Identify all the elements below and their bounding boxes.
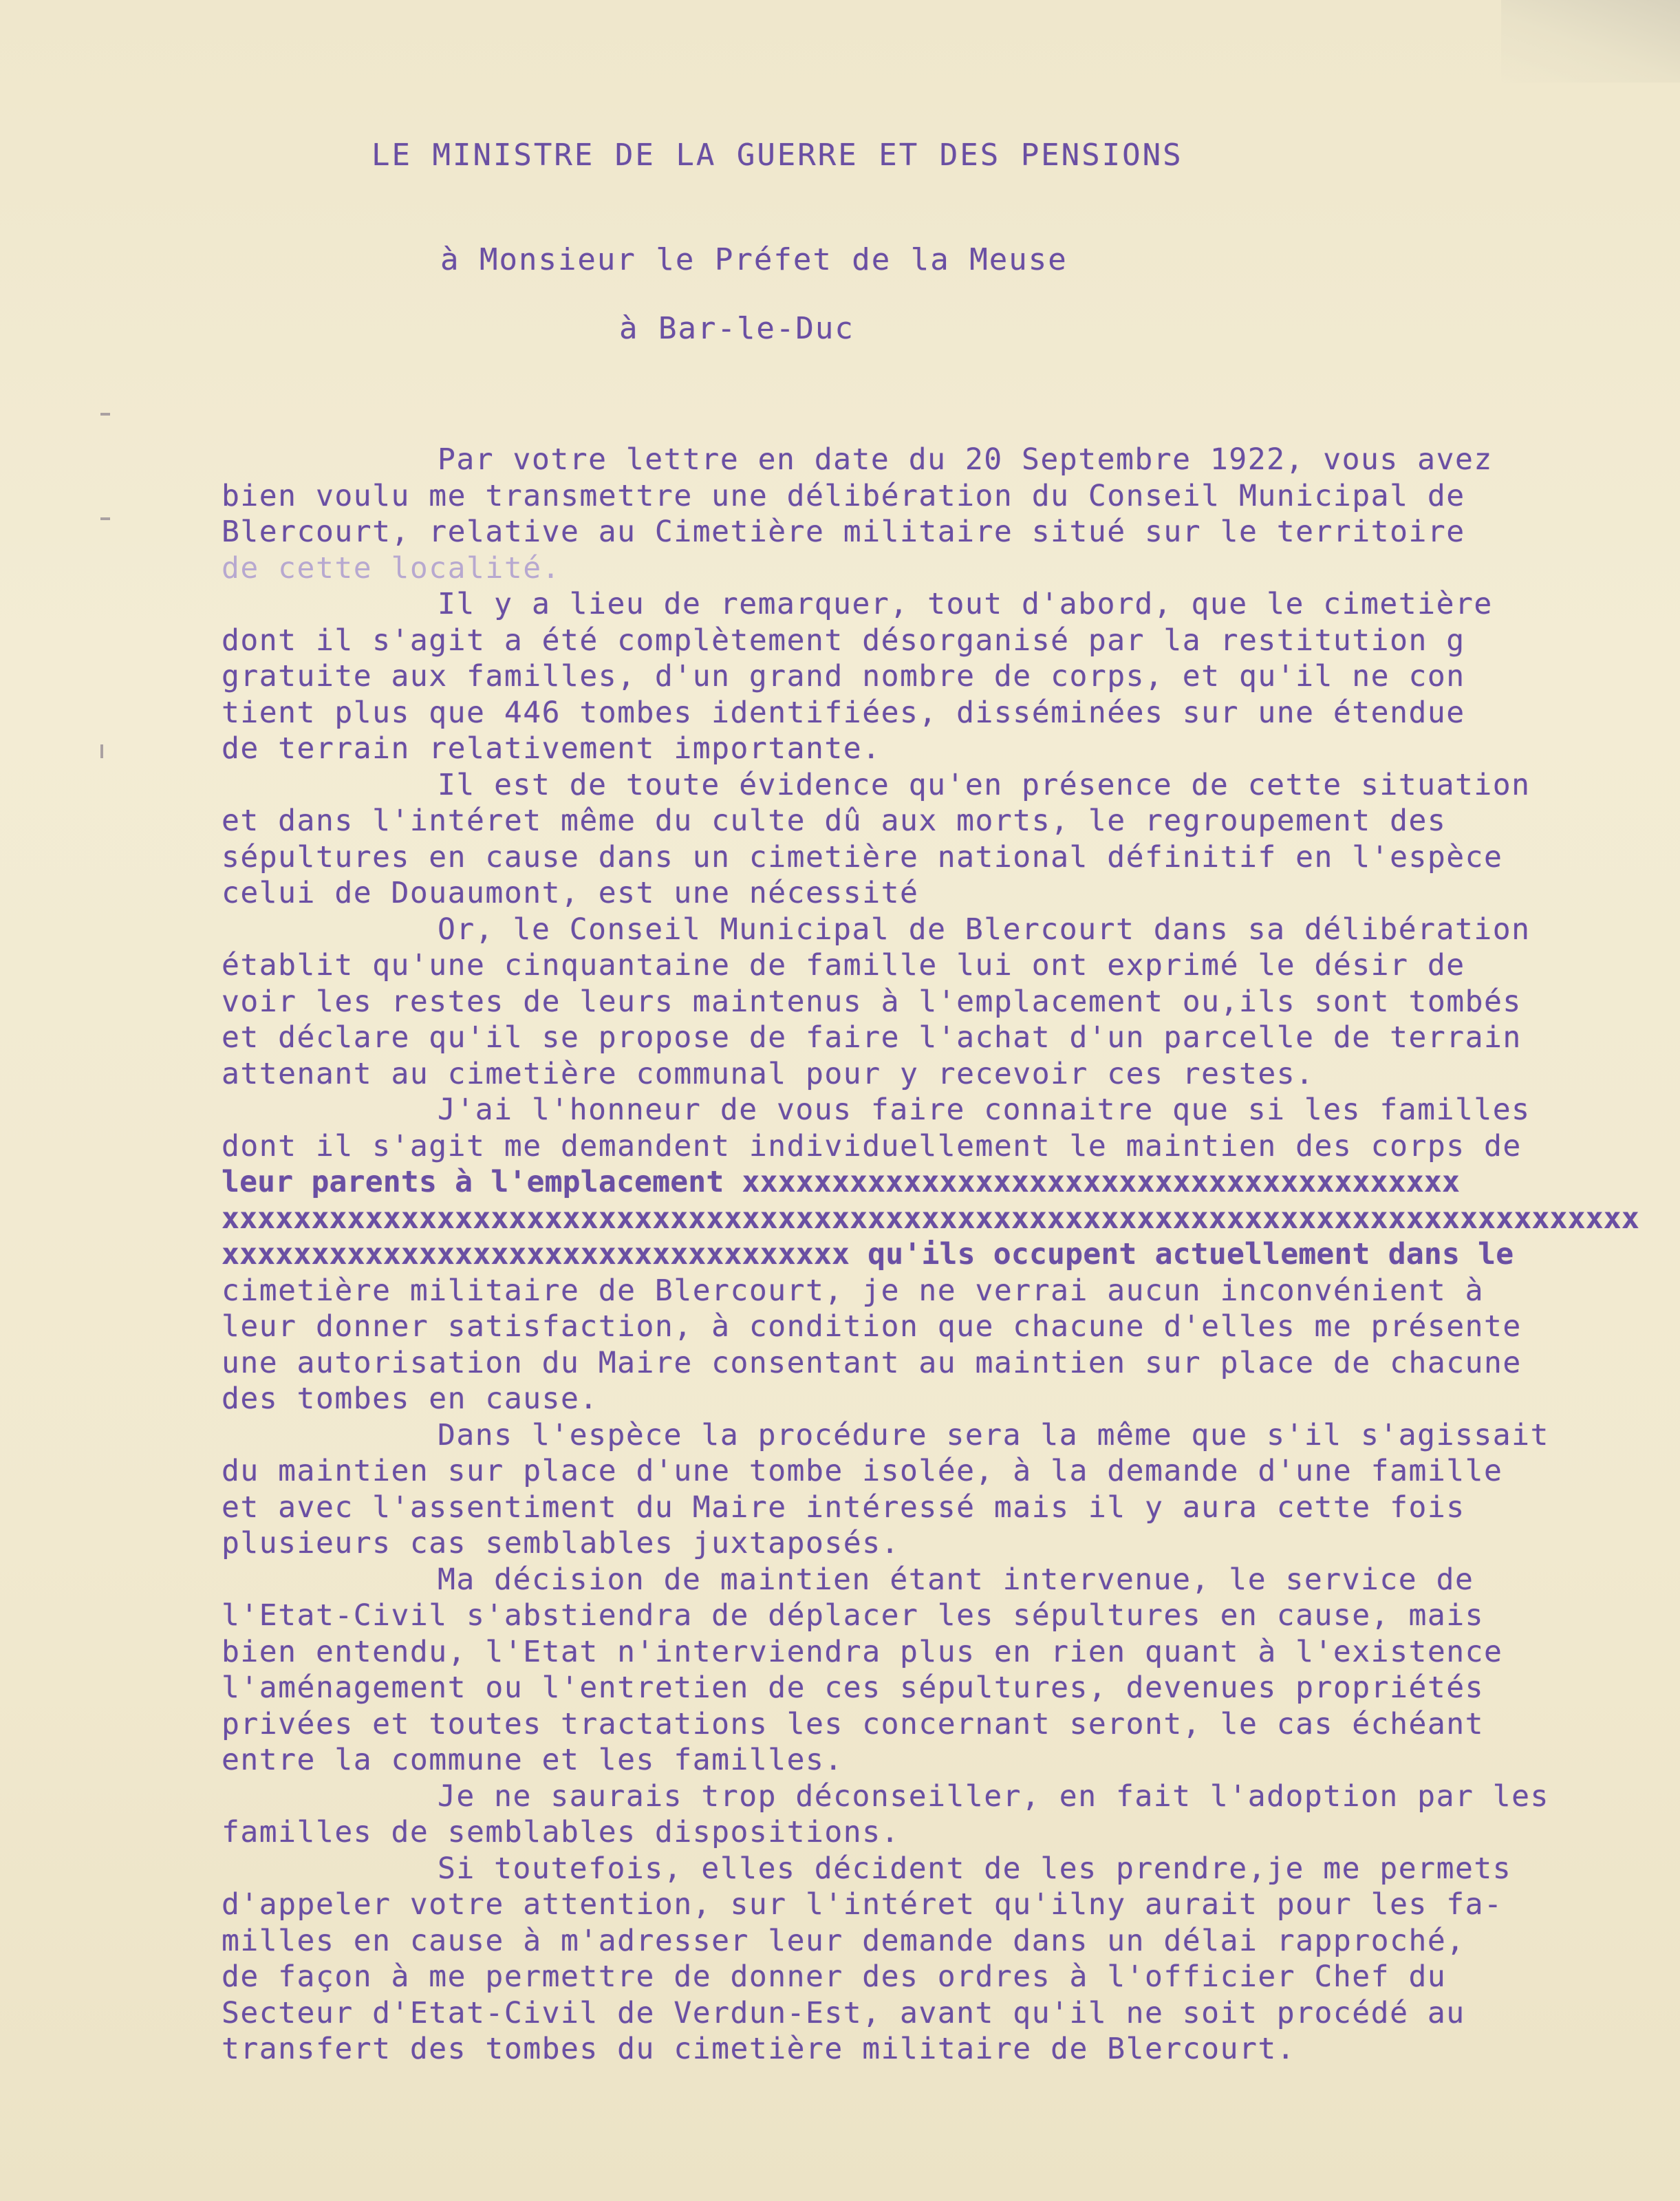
body-line: bien entendu, l'Etat n'interviendra plus en rien quant à l'existence xyxy=(222,1634,1503,1669)
body-line: cimetière militaire de Blercourt, je ne verrai aucun inconvénient à xyxy=(222,1273,1485,1308)
body-line: celui de Douaumont, est une nécessité xyxy=(222,876,919,910)
body-line: Il est de toute évidence qu'en présence de cette situation xyxy=(438,767,1531,802)
body-line: voir les restes de leurs maintenus à l'emplacement ou,ils sont tombés xyxy=(222,984,1522,1019)
body-line: J'ai l'honneur de vous faire connaitre que si les familles xyxy=(438,1093,1531,1127)
body-line: l'aménagement ou l'entretien de ces sépultures, devenues propriétés xyxy=(222,1671,1485,1705)
body-line: attenant au cimetière communal pour y recevoir ces restes. xyxy=(222,1056,1315,1091)
body-line: du maintien sur place d'une tombe isolée, à la demande d'une famille xyxy=(222,1454,1503,1488)
body-line: milles en cause à m'adresser leur demande dans un délai rapproché, xyxy=(222,1923,1465,1958)
body-line: d'appeler votre attention, sur l'intéret qu'ilny aurait pour les fa- xyxy=(222,1887,1503,1922)
recipient-line: à Monsieur le Préfet de la Meuse xyxy=(440,242,1068,277)
body-line: sépultures en cause dans un cimetière national définitif en l'espèce xyxy=(222,839,1503,874)
body-line: Or, le Conseil Municipal de Blercourt dans sa délibération xyxy=(438,912,1531,947)
margin-tick-mark xyxy=(100,517,110,520)
body-line: leur donner satisfaction, à condition que chacune d'elles me présente xyxy=(222,1309,1522,1344)
body-line: et déclare qu'il se propose de faire l'achat d'un parcelle de terrain xyxy=(222,1020,1522,1055)
body-line: de terrain relativement importante. xyxy=(222,731,881,766)
body-line: établit qu'une cinquantaine de famille lui ont exprimé le désir de xyxy=(222,948,1465,983)
body-line: bien voulu me transmettre une délibération du Conseil Municipal de xyxy=(222,478,1465,513)
body-line: leur parents à l'emplacement xxxxxxxxxxxxxxxxxxxxxxxxxxxxxxxxxxxxxxxx xyxy=(222,1165,1461,1199)
body-line: Je ne saurais trop déconseiller, en fait l'adoption par les xyxy=(438,1779,1549,1814)
body-line: Ma décision de maintien étant intervenue, le service de xyxy=(438,1562,1474,1597)
body-line: privées et toutes tractations les concernant seront, le cas échéant xyxy=(222,1706,1485,1741)
body-line: familles de semblables dispositions. xyxy=(222,1815,900,1849)
body-line: gratuite aux familles, d'un grand nombre de corps, et qu'il ne con xyxy=(222,659,1465,694)
letter-heading: LE MINISTRE DE LA GUERRE ET DES PENSIONS xyxy=(371,138,1183,173)
body-line: une autorisation du Maire consentant au maintien sur place de chacune xyxy=(222,1345,1522,1380)
margin-tick-mark xyxy=(100,744,103,758)
body-line: xxxxxxxxxxxxxxxxxxxxxxxxxxxxxxxxxxxxxxxxxxxxxxxxxxxxxxxxxxxxxxxxxxxxxxxxxxxxxxx xyxy=(222,1201,1639,1236)
body-line: xxxxxxxxxxxxxxxxxxxxxxxxxxxxxxxxxxx qu'ils occupent actuellement dans le xyxy=(222,1237,1514,1271)
margin-tick-mark xyxy=(100,413,110,416)
body-line: des tombes en cause. xyxy=(222,1382,599,1416)
recipient-city: à Bar-le-Duc xyxy=(619,311,854,346)
body-line: et avec l'assentiment du Maire intéressé mais il y aura cette fois xyxy=(222,1490,1465,1525)
body-line: Par votre lettre en date du 20 Septembre 1922, vous avez xyxy=(438,442,1493,477)
body-line: Blercourt, relative au Cimetière militaire situé sur le territoire xyxy=(222,515,1465,549)
body-line: transfert des tombes du cimetière militaire de Blercourt. xyxy=(222,2032,1296,2066)
body-line: l'Etat-Civil s'abstiendra de déplacer les sépultures en cause, mais xyxy=(222,1598,1485,1633)
body-line: plusieurs cas semblables juxtaposés. xyxy=(222,1526,900,1560)
body-line: Il y a lieu de remarquer, tout d'abord, que le cimetière xyxy=(438,587,1493,621)
body-line: dont il s'agit me demandent individuellement le maintien des corps de xyxy=(222,1128,1522,1163)
body-line: entre la commune et les familles. xyxy=(222,1743,843,1777)
body-line: dont il s'agit a été complètement désorganisé par la restitution g xyxy=(222,623,1465,658)
body-line: tient plus que 446 tombes identifiées, disséminées sur une étendue xyxy=(222,695,1465,730)
body-line: Si toutefois, elles décident de les prendre,je me permets xyxy=(438,1851,1512,1886)
body-line: de cette localité. xyxy=(222,550,561,586)
paper-fold-shadow xyxy=(1501,0,1680,83)
body-line: Secteur d'Etat-Civil de Verdun-Est, avant qu'il ne soit procédé au xyxy=(222,1995,1465,2030)
body-line: de façon à me permettre de donner des ordres à l'officier Chef du xyxy=(222,1960,1447,1994)
body-line: et dans l'intéret même du culte dû aux morts, le regroupement des xyxy=(222,804,1447,838)
letter-body xyxy=(222,442,1666,2068)
body-line: Dans l'espèce la procédure sera la même que s'il s'agissait xyxy=(438,1417,1549,1452)
